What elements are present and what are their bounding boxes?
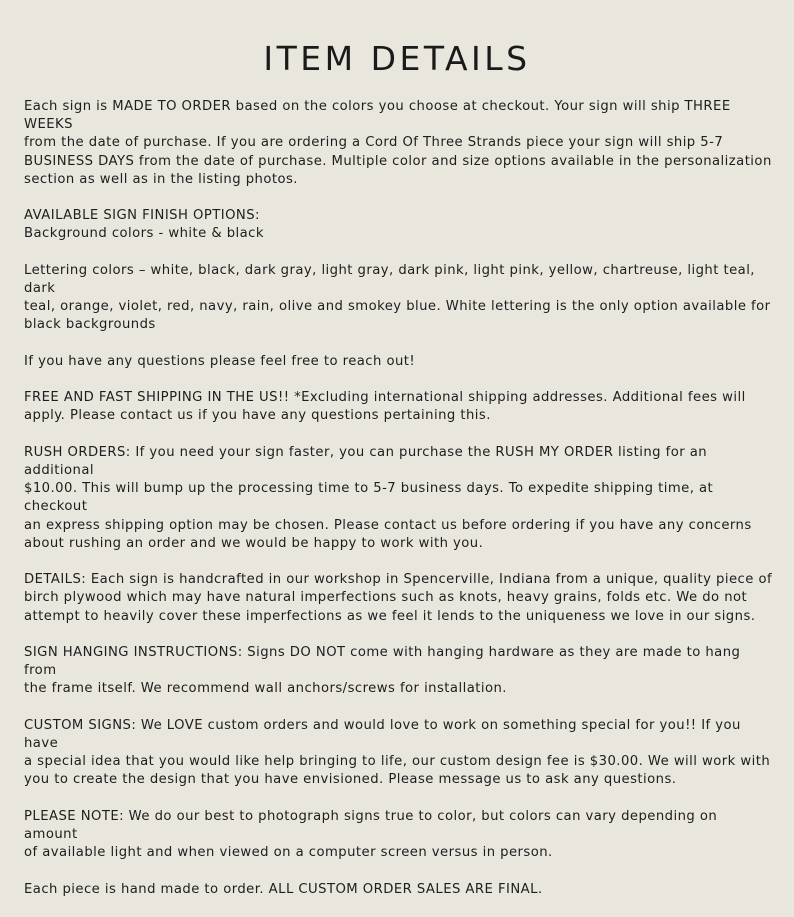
paragraph-made-to-order bbox=[24, 98, 774, 189]
page-title: ITEM DETAILS bbox=[263, 39, 531, 78]
text-line: DETAILS: Each sign is handcrafted in our workshop in Spencerville, Indiana from a unique, quality piece of bbox=[24, 572, 773, 588]
text-line: CUSTOM SIGNS: We LOVE custom orders and would love to work on something special for you!! If you have bbox=[24, 717, 741, 751]
paragraph-hanging-instructions bbox=[24, 644, 774, 699]
text-line: the frame itself. We recommend wall anchors/screws for installation. bbox=[24, 681, 507, 697]
text-line: RUSH ORDERS: If you need your sign faster, you can purchase the RUSH MY ORDER listing for an additional bbox=[24, 444, 708, 478]
text-line: SIGN HANGING INSTRUCTIONS: Signs DO NOT come with hanging hardware as they are made to hang from bbox=[24, 644, 741, 679]
text-line: Background colors - white & black bbox=[24, 226, 264, 242]
paragraph-questions bbox=[24, 353, 774, 371]
text-line: an express shipping option may be chosen. Please contact us before ordering if you have any concerns bbox=[24, 517, 752, 533]
text-line: about rushing an order and we would be happy to work with you. bbox=[24, 535, 484, 551]
text-line: apply. Please contact us if you have any questions pertaining this. bbox=[24, 408, 491, 424]
paragraph-custom-signs bbox=[24, 717, 774, 790]
paragraph-finish-options bbox=[24, 207, 774, 243]
text-line: Each piece is hand made to order. ALL CUSTOM ORDER SALES ARE FINAL. bbox=[24, 881, 543, 897]
text-line: AVAILABLE SIGN FINISH OPTIONS: bbox=[24, 208, 260, 224]
paragraph-final-sales bbox=[24, 881, 774, 899]
text-line: FREE AND FAST SHIPPING IN THE US!! *Excluding international shipping addresses. Additional fees will bbox=[24, 390, 746, 406]
text-line: BUSINESS DAYS from the date of purchase. Multiple color and size options available in the personalization bbox=[24, 153, 772, 169]
text-line: section as well as in the listing photos. bbox=[24, 171, 298, 187]
text-line: from the date of purchase. If you are ordering a Cord Of Three Strands piece your sign will ship 5-7 bbox=[24, 135, 724, 151]
text-line: a special idea that you would like help bringing to life, our custom design fee is $30.00. We will work with bbox=[24, 754, 771, 770]
paragraph-shipping bbox=[24, 389, 774, 425]
text-line: black backgrounds bbox=[24, 317, 156, 333]
text-line: of available light and when viewed on a computer screen versus in person. bbox=[24, 845, 553, 861]
text-line: teal, orange, violet, red, navy, rain, olive and smokey blue. White lettering is the only option available for bbox=[24, 299, 771, 315]
paragraph-rush-orders bbox=[24, 444, 774, 553]
text-line: Each sign is MADE TO ORDER based on the colors you choose at checkout. Your sign will ship THREE WEEKS bbox=[24, 99, 731, 133]
text-line: $10.00. This will bump up the processing time to 5-7 business days. To expedite shipping time, at checkout bbox=[24, 481, 714, 515]
text-line: you to create the design that you have envisioned. Please message us to ask any questions. bbox=[24, 772, 677, 788]
paragraph-details bbox=[24, 571, 774, 626]
text-line: If you have any questions please feel free to reach out! bbox=[24, 353, 416, 369]
text-line: attempt to heavily cover these imperfections as we feel it lends to the uniqueness we love in our signs. bbox=[24, 608, 756, 624]
text-line: birch plywood which may have natural imperfections such as knots, heavy grains, folds etc. We do not bbox=[24, 590, 748, 606]
paragraph-please-note bbox=[24, 808, 774, 863]
text-line: PLEASE NOTE: We do our best to photograph signs true to color, but colors can vary depending on amount bbox=[24, 808, 718, 842]
text-line: Lettering colors – white, black, dark gray, light gray, dark pink, light pink, yellow, chartreuse, light teal, dark bbox=[24, 262, 755, 296]
paragraph-lettering-colors bbox=[24, 262, 774, 335]
details-body bbox=[24, 98, 774, 917]
